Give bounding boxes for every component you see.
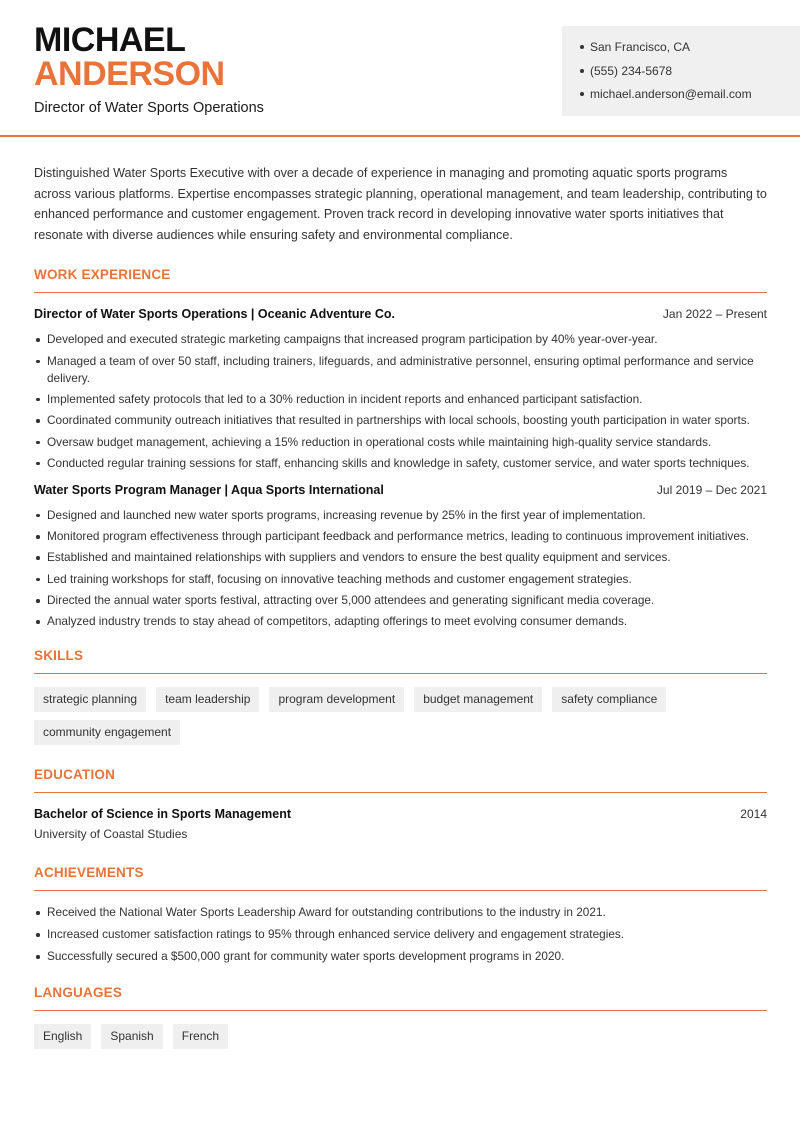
bullet-item: Analyzed industry trends to stay ahead of competitors, adapting offerings to meet evolving consumer demands.	[34, 613, 767, 630]
resume-header	[0, 0, 800, 137]
skill-tag: program development	[269, 687, 404, 712]
achievements-section	[34, 865, 767, 965]
section-title-work: WORK EXPERIENCE	[34, 267, 767, 293]
bullet-item: Oversaw budget management, achieving a 15% reduction in operational costs while maintaining high-quality service standards.	[34, 434, 767, 451]
language-tags	[34, 1024, 767, 1049]
bullet-item: Directed the annual water sports festival, attracting over 5,000 attendees and generating significant media coverage.	[34, 592, 767, 609]
bullet-item: Established and maintained relationships with suppliers and vendors to ensure the best quality equipment and services.	[34, 549, 767, 566]
bullet-item: Managed a team of over 50 staff, including trainers, lifeguards, and administrative personnel, ensuring optimal performance and service delivery.	[34, 353, 767, 387]
education-degree: Bachelor of Science in Sports Management	[34, 807, 292, 822]
education-entry	[34, 807, 767, 841]
job-entry	[34, 307, 767, 471]
first-name: MICHAEL	[34, 21, 186, 59]
skills-section	[34, 648, 767, 745]
skill-tag: strategic planning	[34, 687, 146, 712]
skill-tag: team leadership	[156, 687, 259, 712]
section-title-skills: SKILLS	[34, 648, 767, 674]
section-title-languages: LANGUAGES	[34, 985, 767, 1011]
achievement-item: Successfully secured a $500,000 grant for community water sports development programs in 2020.	[34, 948, 767, 965]
languages-section	[34, 985, 767, 1049]
education-year: 2014	[740, 807, 767, 822]
skill-tag: community engagement	[34, 720, 180, 745]
job-date: Jan 2022 – Present	[662, 307, 767, 322]
summary: Distinguished Water Sports Executive with over a decade of experience in managing and promoting aquatic sports programs across various platforms. Expertise encompasses strategic planning, operational management, and team leadership, contributing to enhanced performance and customer engagement. Proven track record in developing innovative water sports initiatives that resonate with diverse audiences while ensuring safety and environmental compliance.	[34, 166, 767, 242]
candidate-name	[34, 23, 225, 91]
job-date: Jul 2019 – Dec 2021	[656, 482, 767, 497]
skills-tags	[34, 687, 767, 745]
last-name: ANDERSON	[34, 55, 225, 93]
resume-body	[34, 163, 767, 1049]
work-section	[34, 267, 767, 630]
language-tag: Spanish	[101, 1024, 162, 1049]
achievement-list	[34, 904, 767, 965]
job-title: Water Sports Program Manager | Aqua Sports International	[34, 482, 384, 497]
job-title: Director of Water Sports Operations | Oceanic Adventure Co.	[34, 307, 395, 322]
job-entry	[34, 483, 767, 630]
job-bullets	[34, 331, 767, 471]
education-section	[34, 767, 767, 841]
education-school: University of Coastal Studies	[34, 827, 188, 842]
bullet-item: Conducted regular training sessions for staff, enhancing skills and knowledge in safety, customer service, and water sports techniques.	[34, 455, 767, 472]
contact-phone: (555) 234-5678	[580, 64, 800, 88]
bullet-item: Developed and executed strategic marketing campaigns that increased program participation by 40% year-over-year.	[34, 331, 767, 348]
bullet-item: Coordinated community outreach initiatives that resulted in partnerships with local schools, boosting youth participation in water sports.	[34, 412, 767, 429]
skill-tag: safety compliance	[552, 687, 666, 712]
language-tag: English	[34, 1024, 91, 1049]
job-bullets	[34, 507, 767, 630]
contact-box	[562, 26, 800, 116]
section-title-education: EDUCATION	[34, 767, 767, 793]
skill-tag: budget management	[414, 687, 542, 712]
achievement-item: Received the National Water Sports Leadership Award for outstanding contributions to the industry in 2021.	[34, 904, 767, 921]
contact-email[interactable]: michael.anderson@email.com	[580, 87, 800, 111]
achievement-item: Increased customer satisfaction ratings to 95% through enhanced service delivery and engagement strategies.	[34, 926, 767, 943]
job-title-headline: Director of Water Sports Operations	[34, 100, 264, 116]
bullet-item: Implemented safety protocols that led to a 30% reduction in incident reports and enhanced participant satisfaction.	[34, 391, 767, 408]
section-title-achievements: ACHIEVEMENTS	[34, 865, 767, 891]
contact-location: San Francisco, CA	[580, 40, 800, 64]
bullet-item: Designed and launched new water sports programs, increasing revenue by 25% in the first year of implementation.	[34, 507, 767, 524]
bullet-item: Monitored program effectiveness through participant feedback and performance metrics, leading to continuous improvement initiatives.	[34, 528, 767, 545]
bullet-item: Led training workshops for staff, focusing on innovative teaching methods and customer engagement strategies.	[34, 571, 767, 588]
language-tag: French	[173, 1024, 228, 1049]
